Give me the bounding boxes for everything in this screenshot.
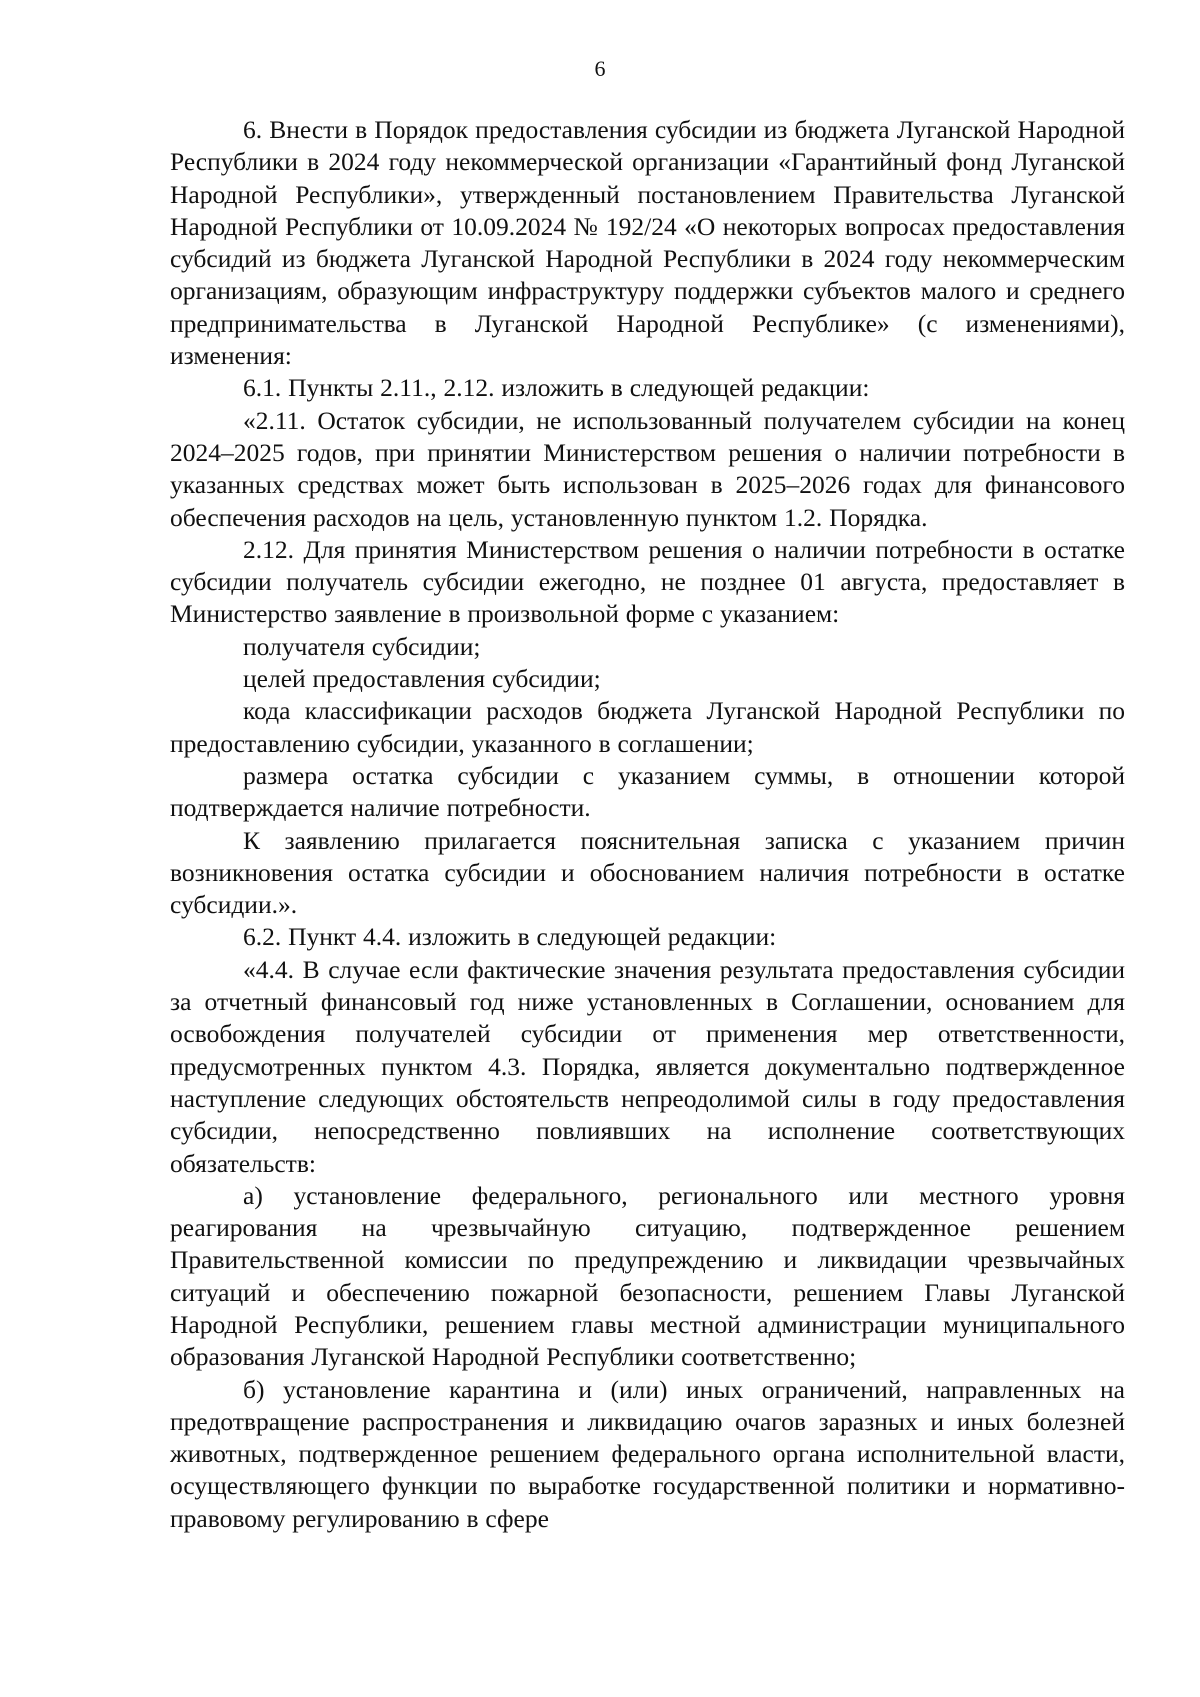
list-item-recipient: получателя субсидии; <box>243 631 481 661</box>
paragraph-item-6-1: 6.1. Пункты 2.11., 2.12. изложить в следующей редакции: <box>243 373 870 403</box>
paragraph-subitem-b: б) установление карантина и (или) иных ограничений, направленных на предотвращение распространения и ликвидацию очагов заразных и иных болезней животных, подтвержденное решением федерального органа исполнительной власти, осуществляющего функции по выработке государственной политики и нормативно-правовому регулированию в сфере <box>170 1374 1125 1533</box>
list-item-remainder-size: размера остатка субсидии с указанием суммы, в отношении которой подтверждается наличие потребности. <box>170 760 1125 823</box>
paragraph-item-2-12: 2.12. Для принятия Министерством решения о наличии потребности в остатке субсидии получатель субсидии ежегодно, не позднее 01 августа, предоставляет в Министерство заявление в произвольной форме с указанием: <box>170 534 1125 629</box>
paragraph-item-6-2: 6.2. Пункт 4.4. изложить в следующей редакции: <box>243 922 777 952</box>
paragraph-explanatory-note: К заявлению прилагается пояснительная записка с указанием причин возникновения остатка субсидии и обоснованием наличия потребности в остатке субсидии.». <box>170 825 1125 920</box>
paragraph-item-4-4: «4.4. В случае если фактические значения результата предоставления субсидии за отчетный финансовый год ниже установленных в Соглашении, основанием для освобождения получателей субсидии от применения мер ответственности, предусмотренных пунктом 4.3. Порядка, является документально подтвержденное наступление следующих обстоятельств непреодолимой силы в году предоставления субсидии, непосредственно повлиявших на исполнение соответствующих обязательств: <box>170 954 1125 1178</box>
document-body <box>170 114 1125 1535</box>
paragraph-item-2-11: «2.11. Остаток субсидии, не использованный получателем субсидии на конец 2024–2025 годов, при принятии Министерством решения о наличии потребности в указанных средствах может быть использован в 2025–2026 годах для финансового обеспечения расходов на цель, установленную пунктом 1.2. Порядка. <box>170 405 1125 532</box>
list-item-goals: целей предоставления субсидии; <box>243 664 601 694</box>
list-item-classification-code: кода классификации расходов бюджета Луганской Народной Республики по предоставлению субсидии, указанного в соглашении; <box>170 696 1125 758</box>
paragraph-subitem-a: а) установление федерального, регионального или местного уровня реагирования на чрезвычайную ситуацию, подтвержденное решением Правительственной комиссии по предупреждению и ликвидации чрезвычайных ситуаций и обеспечению пожарной безопасности, решением Главы Луганской Народной Республики, решением главы местной администрации муниципального образования Луганской Народной Республики соответственно; <box>170 1180 1125 1372</box>
paragraph-item-6: 6. Внести в Порядок предоставления субсидии из бюджета Луганской Народной Республики в 2024 году некоммерческой организации «Гарантийный фонд Луганской Народной Республики», утвержденный постановлением Правительства Луганской Народной Республики от 10.09.2024 № 192/24 «О некоторых вопросах предоставления субсидий из бюджета Луганской Народной Республики в 2024 году некоммерческим организациям, образующим инфраструктуру поддержки субъектов малого и среднего предпринимательства в Луганской Народной Республике» (с изменениями), изменения: <box>170 115 1125 371</box>
page-number: 6 <box>594 56 606 81</box>
